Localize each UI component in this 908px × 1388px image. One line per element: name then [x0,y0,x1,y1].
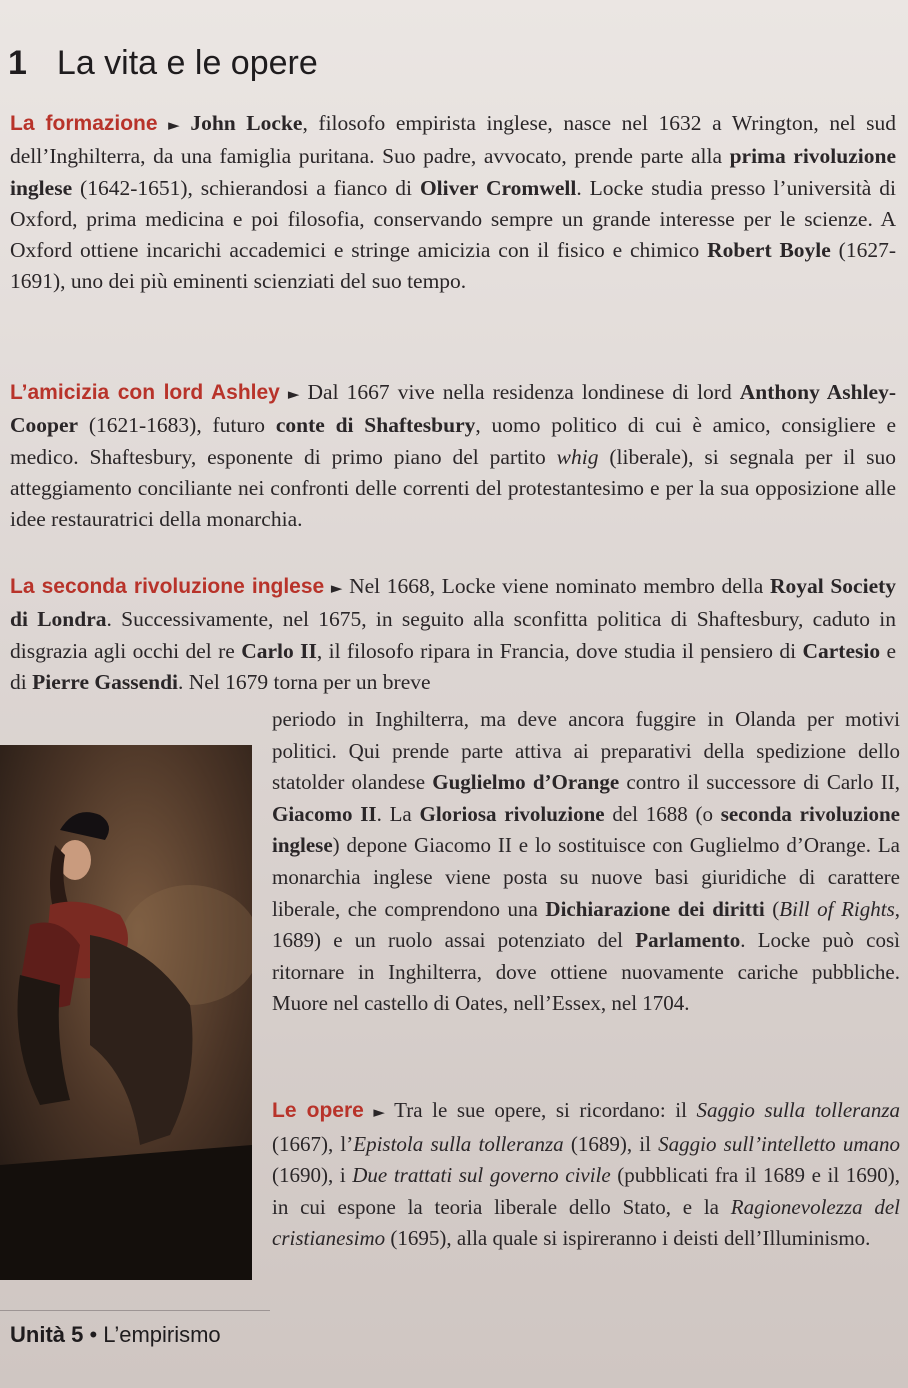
chapter-title: La vita e le opere [56,44,318,82]
text: e di [10,638,897,694]
text-bold: seconda rivoluzione inglese [272,801,901,858]
text: (pubblicati fra il 1689 e il 1690), in cui espone la teoria liberale dello Stato, e la [272,1163,900,1219]
text-bold: Carlo II [241,638,317,663]
text-italic: whig [556,444,599,469]
text-bold: Royal Society di Londra [10,574,897,632]
text: (1621-1683), futuro [78,413,276,438]
footer-unit: Unità 5 [10,1322,84,1347]
text: (1695), alla quale si ispireranno i deisti dell’Illuminismo. [385,1226,871,1251]
text-bold: conte di Shaftesbury [275,413,476,438]
text-bold: Pierre Gassendi [32,669,179,694]
section-lead: L’amicizia con lord Ashley [10,381,280,404]
text: contro il successore di Carlo II, [619,770,900,795]
paragraph-opere [272,1095,900,1255]
paragraph-seconda-rivoluzione [10,571,896,698]
text: , 1689) e un ruolo assai potenziato del [272,896,901,953]
text-italic: Ragionevolezza del cristianesimo [272,1194,900,1251]
text: (liberale), si segnala per il suo atteggiamento conciliante nei confronti delle correnti del protestantesimo e per la sua opposizione alle idee restauratrici della monarchia. [10,444,896,532]
text: Tra le sue opere, si ricordano: il [394,1098,697,1122]
arrow-icon: ► [287,385,300,403]
text-bold: Parlamento [635,928,741,953]
text-bold: John Locke [190,111,303,135]
text-bold: Gloriosa rivoluzione [419,801,605,826]
text-italic: Due trattati sul governo civile [352,1163,611,1188]
text: , il filosofo ripara in Francia, dove studia il pensiero di [316,638,803,663]
paragraph-amicizia [10,377,896,535]
portrait-painting [0,745,252,1280]
paragraph-seconda-rivoluzione-cont [272,704,900,1020]
text-italic: Saggio sull’intelletto umano [658,1131,901,1156]
text-bold: prima rivoluzione inglese [10,144,896,200]
chapter-number: 1 [8,44,27,82]
text-italic: Epistola sulla tolleranza [353,1131,564,1156]
arrow-icon: ► [373,1103,385,1121]
text: (1690), i [272,1163,353,1188]
section-lead: La formazione [10,112,158,135]
text: periodo in Inghilterra, ma deve ancora fuggire in Olanda per motivi politici. Qui prende parte attiva ai preparativi della spedizione dello statolder olandese [272,707,900,795]
chapter-heading [8,44,318,83]
paragraph-formazione [10,108,896,298]
footer-name: L’empirismo [103,1322,221,1347]
text-italic: Saggio sulla tolleranza [696,1098,900,1122]
text-bold: Oliver Cromwell [419,175,577,200]
text: . Nel 1679 torna per un breve [178,669,431,694]
text-bold: Dichiarazione dei diritti [545,896,765,921]
text: Dal 1667 vive nella residenza londinese di lord [307,380,740,404]
section-lead: La seconda rivoluzione inglese [10,575,325,598]
text: ) depone Giacomo II e lo sostituisce con Guglielmo d’Orange. La monarchia inglese viene posta su nuove basi giuridiche di carattere liberale, che comprendono una [272,833,900,921]
page-footer [10,1322,221,1348]
text: , filosofo empirista inglese, nasce nel 1632 a Wrington, nel sud dell’Inghilterra, da una famiglia puritana. Suo padre, avvocato, prende parte alla [10,111,897,169]
text-bold: Guglielmo d’Orange [432,770,620,795]
arrow-icon: ► [168,116,180,134]
text: . Locke studia presso l’università di Oxford, prima medicina e poi filosofia, conservando sempre un grande interesse per le scienze. A Oxford ottiene incarichi accademici e stringe amicizia con il fisico e chimico [10,175,896,263]
text: del 1688 (o [604,801,721,826]
text-bold: Cartesio [802,638,881,663]
text-bold: Giacomo II [272,801,377,826]
text-italic: Bill of Rights [779,896,895,921]
text: . La [376,801,420,826]
footer-divider [0,1310,270,1311]
text: . Successivamente, nel 1675, in seguito alla sconfitta politica di Shaftesbury, caduto in disgrazia agli occhi del re [10,607,896,663]
text-bold: Robert Boyle [707,238,831,263]
text: , uomo politico di cui è amico, consigliere e medico. Shaftesbury, esponente di primo piano del partito [10,413,897,469]
arrow-icon: ► [330,579,343,597]
text: . Locke può così ritornare in Inghilterra, dove ottiene nuovamente cariche pubbliche. Muore nel castello di Oates, nell’Essex, nel 1704. [272,928,900,1016]
text: (1667), l’ [272,1131,354,1156]
text: Nel 1668, Locke viene nominato membro della [349,574,770,598]
text-bold: Anthony Ashley-Cooper [10,380,896,438]
text: (1642-1651), schierandosi a fianco di [72,175,420,200]
section-lead: Le opere [272,1099,364,1122]
footer-separator: • [83,1322,104,1347]
text: (1627-1691), uno dei più eminenti scienziati del suo tempo. [10,238,896,294]
text: (1689), il [563,1131,659,1156]
text: ( [764,896,780,921]
